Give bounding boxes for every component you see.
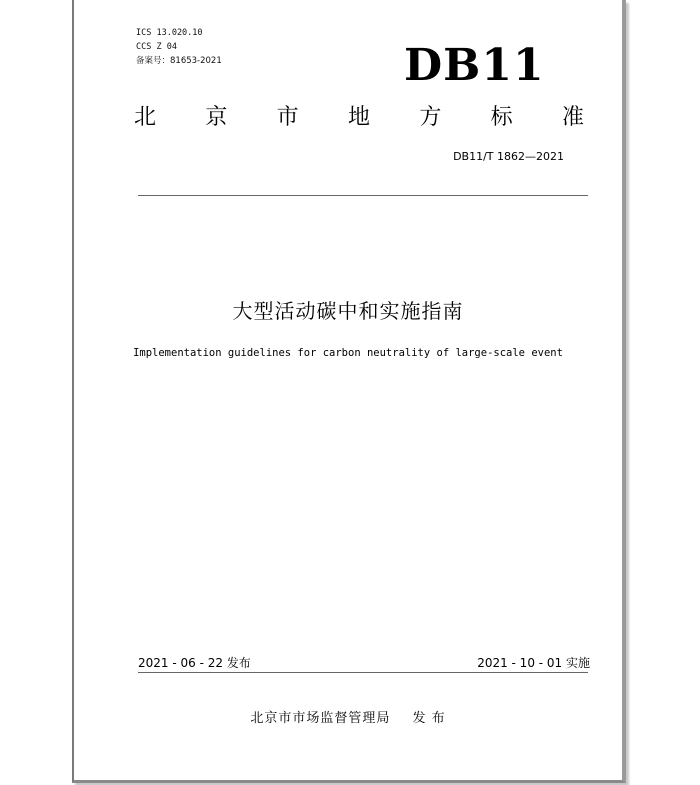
header-divider <box>138 195 588 196</box>
chinese-title: 大型活动碳中和实施指南 <box>232 299 464 323</box>
standard-number: DB11/T 1862—2021 <box>453 150 564 163</box>
standard-type-char: 标 <box>490 105 513 130</box>
implementation-date: 2021 - 10 - 01 实施 <box>477 656 590 670</box>
standard-type-title <box>134 103 584 133</box>
ccs-code: CCS Z 04 <box>136 42 177 52</box>
standard-type-char: 方 <box>419 105 442 130</box>
publish-action: 发 布 <box>412 711 446 726</box>
standard-type-char: 市 <box>276 105 299 130</box>
filing-number: 备案号：81653-2021 <box>136 56 222 66</box>
footer-divider <box>138 672 588 673</box>
publisher-name: 北京市市场监督管理局 <box>250 711 391 726</box>
issue-date: 2021 - 06 - 22 发布 <box>138 656 251 670</box>
standard-type-char: 准 <box>561 105 584 130</box>
ics-code: ICS 13.020.10 <box>136 28 203 38</box>
db11-logo: DB11 <box>404 40 545 91</box>
standard-type-char: 北 <box>134 105 157 130</box>
standard-type-char: 京 <box>205 105 228 130</box>
english-title: Implementation guidelines for carbon neutrality of large-scale event <box>133 347 563 359</box>
standard-type-char: 地 <box>347 105 370 130</box>
publisher-line <box>74 710 622 728</box>
document-page <box>72 0 626 783</box>
